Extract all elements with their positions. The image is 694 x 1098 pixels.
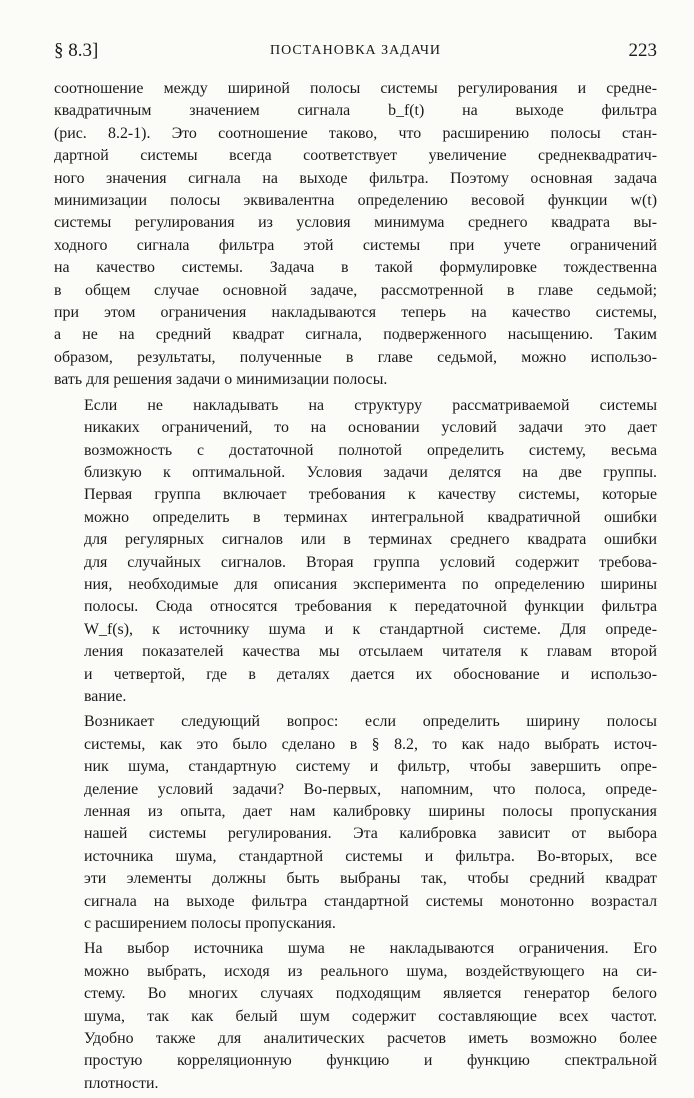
- text-line: сигнала на выходе фильтра стандартной системы монотонно возрастал: [84, 892, 657, 910]
- text-line: ления показателей качества мы отсылаем читателя к главам второй: [84, 643, 657, 661]
- text-line: вать для решения задачи о минимизации полосы.: [54, 371, 388, 389]
- text-line: дартной системы всегда соответствует увеличение среднеквадратич-: [54, 147, 657, 165]
- text-line: соотношение между шириной полосы системы регулирования и средне-: [54, 80, 657, 97]
- text-line: образом, результаты, полученные в главе седьмой, можно использо-: [54, 348, 657, 366]
- section-reference: § 8.3]: [54, 40, 99, 61]
- text-line: в общем случае основной задаче, рассмотренной в главе седьмой;: [54, 281, 657, 299]
- text-line: эти элементы должны быть выбраны так, чтобы средний квадрат: [84, 870, 657, 888]
- text-line: для регулярных сигналов или в терминах среднего квадрата ошибки: [84, 531, 657, 549]
- text-line: ходного сигнала фильтра этой системы при учете ограничений: [54, 236, 657, 254]
- text-line: (рис. 8.2-1). Это соотношение таково, что расширению полосы стан-: [54, 124, 657, 142]
- text-line: возможность с достаточной полнотой определить систему, весьма: [84, 441, 657, 459]
- text-line: деление условий задачи? Во-первых, напомним, что полоса, опреде-: [84, 780, 657, 798]
- text-line: шума, так как белый шум содержит составляющие всех частот.: [84, 1007, 657, 1025]
- text-line: ния, необходимые для описания эксперимента по определению ширины: [84, 575, 657, 593]
- text-line: Если не накладывать на структуру рассматриваемой системы: [84, 396, 657, 414]
- text-line: вание.: [84, 687, 127, 705]
- running-header: [54, 40, 657, 64]
- text-line: Удобно также для аналитических расчетов иметь возможно более: [84, 1030, 657, 1048]
- text-line: при этом ограничения накладываются теперь на качество системы,: [54, 304, 657, 322]
- text-line: ного значения сигнала на выходе фильтра. Поэтому основная задача: [54, 169, 657, 187]
- body-text: [54, 78, 657, 1098]
- text-line: а не на средний квадрат сигнала, подверженного насыщению. Таким: [54, 326, 657, 344]
- text-line: полосы. Сюда относятся требования к передаточной функции фильтра: [84, 598, 657, 616]
- text-line: стему. Во многих случаях подходящим является генератор белого: [84, 985, 657, 1003]
- text-line: источника шума, стандартной системы и фильтра. Во-вторых, все: [84, 847, 657, 865]
- paragraph: [54, 395, 657, 709]
- text-line: минимизации полосы эквивалентна определению весовой функции w(t): [54, 192, 658, 210]
- text-line: системы регулирования из условия минимума среднего квадрата вы-: [54, 214, 657, 232]
- text-line: ленная из опыта, дает нам калибровку ширины полосы пропускания: [84, 803, 657, 820]
- text-line: нашей системы регулирования. Эта калибровка зависит от выбора: [84, 825, 657, 843]
- text-line: для случайных сигналов. Вторая группа условий содержит требова-: [84, 553, 657, 571]
- paragraph: [54, 938, 657, 1095]
- paragraph: [54, 711, 657, 935]
- text-line: системы, как это было сделано в § 8.2, то как надо выбрать источ-: [84, 735, 657, 753]
- page-number: 223: [628, 40, 657, 61]
- chapter-title: ПОСТАНОВКА ЗАДАЧИ: [269, 43, 442, 58]
- text-line: на качество системы. Задача в такой формулировке тождественна: [54, 259, 657, 277]
- text-line: можно выбрать, исходя из реального шума, воздействующего на си-: [84, 962, 657, 980]
- text-line: и четвертой, где в деталях дается их обоснование и использо-: [84, 665, 657, 683]
- text-line: ник шума, стандартную систему и фильтр, чтобы завершить опре-: [84, 758, 657, 776]
- text-line: Возникает следующий вопрос: если определить ширину полосы: [84, 713, 657, 731]
- text-line: близкую к оптимальной. Условия задачи делятся на две группы.: [84, 463, 657, 481]
- text-line: квадратичным значением сигнала b_f(t) на выходе фильтра: [54, 102, 657, 120]
- text-line: простую корреляционную функцию и функцию спектральной: [84, 1052, 657, 1070]
- text-line: W_f(s), к источнику шума и к стандартной системе. Для опреде-: [84, 620, 657, 638]
- text-line: Первая группа включает требования к качеству системы, которые: [84, 486, 657, 504]
- text-line: никаких ограничений, то на основании условий задачи это дает: [84, 419, 657, 437]
- text-line: плотности.: [84, 1074, 159, 1092]
- paragraph: [54, 78, 657, 392]
- text-line: можно определить в терминах интегральной квадратичной ошибки: [84, 508, 657, 526]
- text-line: с расширением полосы пропускания.: [84, 915, 336, 933]
- text-line: На выбор источника шума не накладываются ограничения. Его: [84, 940, 657, 958]
